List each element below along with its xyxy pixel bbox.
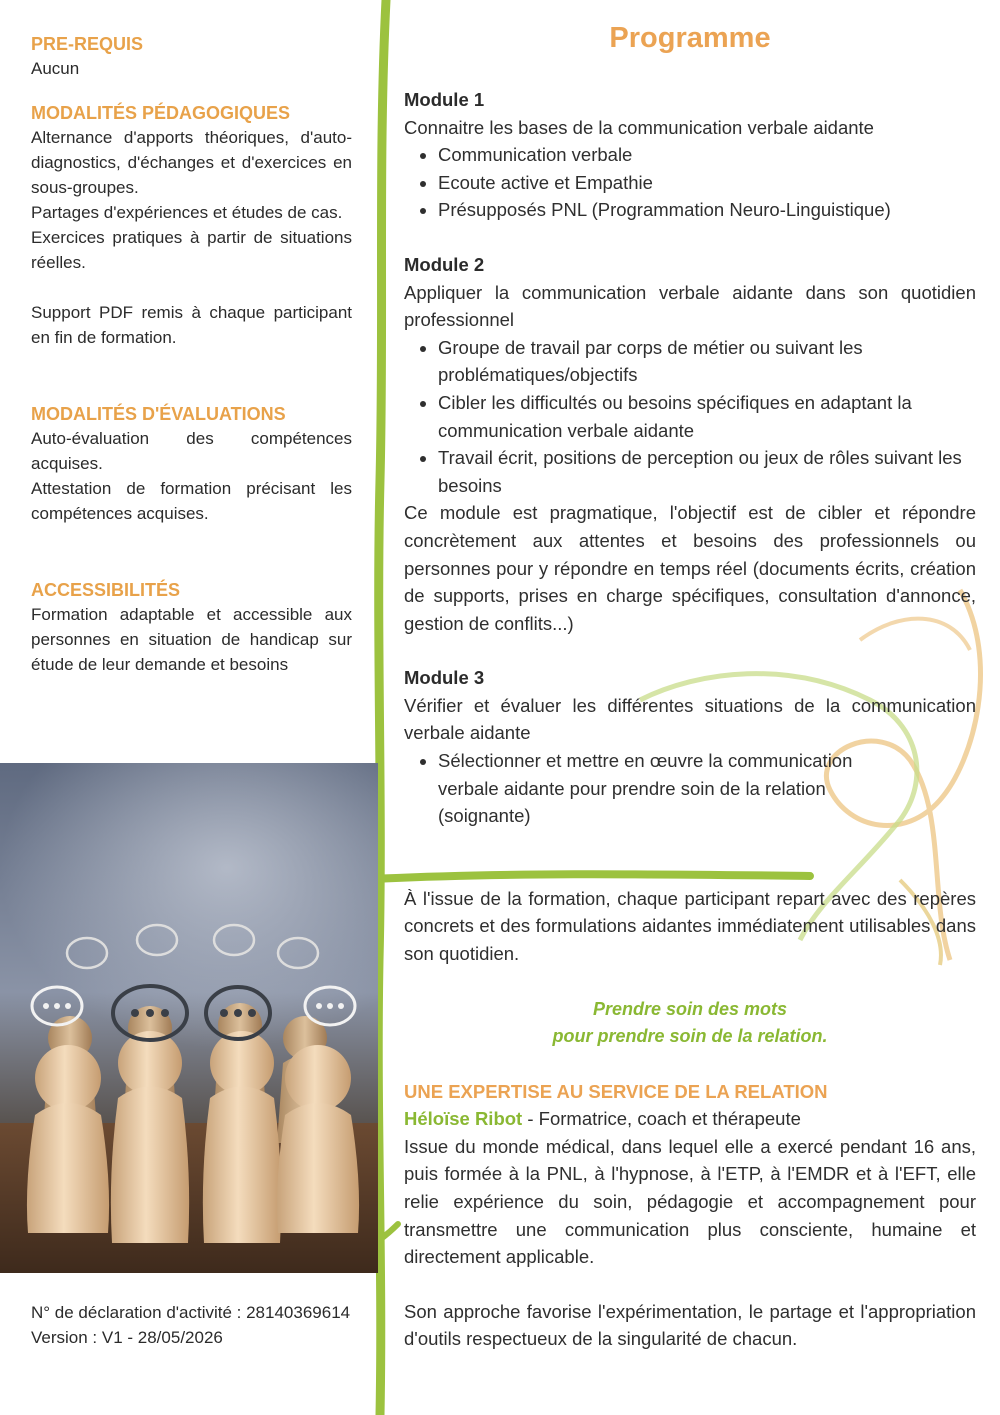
- left-column: [31, 32, 352, 677]
- prereq-heading: PRE-REQUIS: [31, 34, 144, 54]
- expertise-section: [404, 1078, 976, 1353]
- list-item: • Cibler les difficultés ou besoins spécifiques en adaptant la communication verbale aidante: [438, 389, 976, 444]
- accessibility-text: Formation adaptable et accessible aux personnes en situation de handicap sur étude de leur demande et besoins: [31, 605, 352, 674]
- module-items: [404, 141, 976, 224]
- expert-bio: Issue du monde médical, dans lequel elle a exercé pendant 16 ans, puis formée à la PNL, à l'hypnose, à l'ETP, à l'EMDR et à l'EFT, elle relie expérience du soin, pédagogie et accompagnement pour transmettre une communication plus consciente, humaine et directement applicable.: [404, 1135, 976, 1268]
- quote-block: [404, 996, 976, 1050]
- approach-paragraph: Son approche favorise l'expérimentation, le partage et l'appropriation d'outils respectueux de la singularité de chacun.: [404, 1300, 976, 1350]
- modalites-heading: MODALITÉS PÉDAGOGIQUES: [31, 103, 291, 123]
- accessibility-heading: ACCESSIBILITÉS: [31, 580, 181, 600]
- modalites-paragraph: Partages d'expériences et études de cas.: [31, 203, 343, 222]
- module-title: Module 3: [404, 667, 485, 689]
- version-text: Version : V1 - 28/05/2026: [31, 1328, 223, 1347]
- evaluations-heading: MODALITÉS D'ÉVALUATIONS: [31, 404, 286, 424]
- quote-line: pour prendre soin de la relation.: [552, 1025, 828, 1046]
- expert-role: - Formatrice, coach et thérapeute: [522, 1108, 801, 1130]
- module-2: [404, 251, 976, 637]
- modalites-paragraph: Alternance d'apports théoriques, d'auto-diagnostics, d'échanges et d'exercices en sous-groupes.: [31, 128, 352, 197]
- issue-paragraph: À l'issue de la formation, chaque participant repart avec des repères concrets et des formulations aidantes immédiatement utilisables dans son quotidien.: [404, 887, 976, 965]
- list-item: • Ecoute active et Empathie: [438, 169, 976, 197]
- right-column: [404, 20, 976, 1353]
- module-outro: Ce module est pragmatique, l'objectif est de cibler et répondre concrètement aux attentes et besoins des professionnels ou personnes pour y répondre en temps réel (documents écrits, création de supports, prises en charge spécifiques, consultation d'annonce, gestion de conflits...): [404, 502, 976, 634]
- module-intro: Vérifier et évaluer les différentes situations de la communication verbale aidante: [404, 694, 976, 744]
- expert-line: [404, 1105, 976, 1133]
- expert-name: Héloïse Ribot: [404, 1108, 523, 1130]
- list-item: • Communication verbale: [438, 141, 976, 169]
- module-1: [404, 86, 976, 224]
- module-title: Module 1: [404, 89, 485, 110]
- module-3: [404, 664, 976, 830]
- list-item: • Groupe de travail par corps de métier ou suivant les problématiques/objectifs: [438, 334, 976, 389]
- module-intro: Appliquer la communication verbale aidante dans son quotidien professionnel: [404, 281, 976, 331]
- list-item: • Présupposés PNL (Programmation Neuro-Linguistique): [438, 196, 976, 224]
- modalites-paragraph: Support PDF remis à chaque participant en fin de formation.: [31, 303, 352, 347]
- wooden-figures-photo: [0, 763, 378, 1273]
- declaration-number: N° de déclaration d'activité : 28140369614: [31, 1303, 351, 1322]
- evaluations-paragraph: Attestation de formation précisant les compétences acquises.: [31, 479, 352, 523]
- list-item: • Travail écrit, positions de perception ou jeux de rôles suivant les besoins: [438, 444, 976, 499]
- quote-line: Prendre soin des mots: [592, 998, 788, 1019]
- prereq-text: Aucun: [31, 59, 80, 78]
- evaluations-paragraph: Auto-évaluation des compétences acquises.: [31, 429, 352, 473]
- module-items: [404, 747, 976, 830]
- left-footer: [31, 1300, 352, 1350]
- module-intro: Connaitre les bases de la communication verbale aidante: [404, 116, 874, 138]
- module-items: [404, 334, 976, 500]
- modalites-paragraph: Exercices pratiques à partir de situations réelles.: [31, 228, 352, 272]
- program-title: Programme: [609, 22, 771, 54]
- expertise-heading: UNE EXPERTISE AU SERVICE DE LA RELATION: [404, 1080, 828, 1102]
- module-title: Module 2: [404, 253, 485, 275]
- list-item: • Sélectionner et mettre en œuvre la communication verbale aidante pour prendre soin de la relation (soignante): [438, 747, 976, 830]
